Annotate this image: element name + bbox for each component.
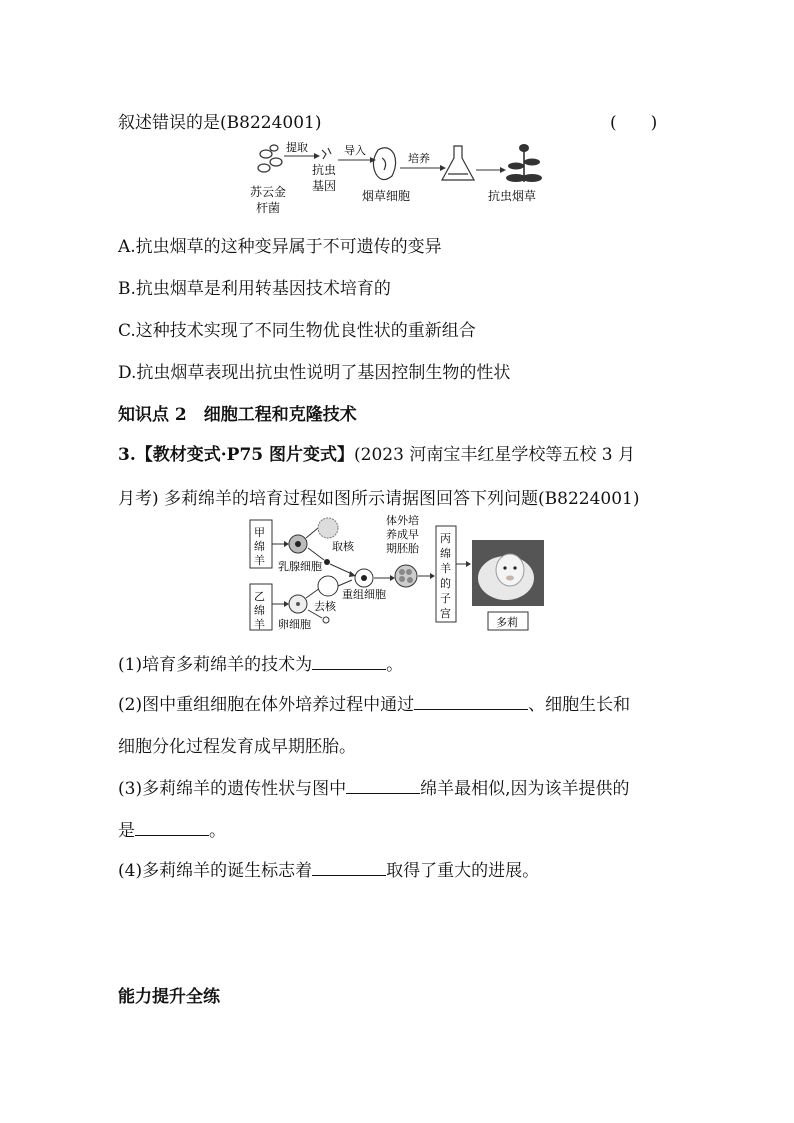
sheep-b-label-2: 绵 [254,604,265,617]
culture-label: 培养 [408,152,430,165]
q3-stem-line2: 月考) 多莉绵羊的培育过程如图所示请据图回答下列问题(B8224001) [118,489,640,509]
dotted-cell-icon [318,518,338,538]
sheep-a-label-3: 羊 [254,554,265,567]
q3-sub4-blank[interactable] [312,857,386,876]
q3-sub3-text: (3)多莉绵羊的遗传性状与图中 [118,779,347,799]
q3-sub3 [118,774,630,799]
dolly-sheep-photo [472,540,544,606]
remove-nucleus-label: 去核 [314,600,336,613]
q3-number: 3. [118,445,136,465]
sheep-c-label-2: 绵 [440,547,451,560]
q3-sub1-end: 。 [386,655,404,675]
q3-sub3-blank-2[interactable] [135,817,209,836]
culture-label-2: 养成早 [386,528,419,541]
q2-figure [248,138,548,220]
sheep-c-label-5: 子 [440,592,451,605]
sheep-a-label-2: 绵 [254,540,265,553]
introduce-label: 导入 [344,144,366,157]
q3-source: (2023 河南宝丰红星学校等五校 3 月 [354,445,635,465]
sheep-c-label-4: 的 [440,577,451,590]
flask-icon [442,146,474,180]
sheep-c-label-6: 宫 [440,607,451,620]
take-nucleus-label: 取核 [332,540,354,553]
q3-sub1-text: (1)培育多莉绵羊的技术为 [118,655,313,675]
tobacco-plant-icon [506,144,542,182]
q3-sub2-line2: 细胞分化过程发育成早期胚胎。 [118,737,356,757]
tobacco-cell-label: 烟草细胞 [362,189,411,203]
q3-sub1 [118,650,403,675]
q3-sub4-end: 取得了重大的进展。 [386,861,540,881]
q3-tag: 【教材变式·P75 图片变式】 [135,445,355,465]
sheep-b-label-1: 乙 [254,590,265,603]
q3-sub3-end: 。 [209,821,226,841]
bacteria-illustration [258,145,282,172]
q3-sub3-line2-text: 是 [118,821,135,841]
gene-fragment-icon [322,148,331,159]
embryo-icon [395,565,417,587]
nucleus-icon [324,559,330,565]
q2-stem: 叙述错误的是(B8224001) [118,113,322,133]
q2-answer-paren: ( ) [610,113,658,133]
q3-sub2-text: (2)图中重组细胞在体外培养过程中通过 [118,695,415,715]
q2-option-a: A.抗虫烟草的这种变异属于不可遗传的变异 [118,237,442,257]
section-title: 知识点 2 细胞工程和克隆技术 [118,405,357,425]
tobacco-cell-icon [373,148,395,180]
gene-label-1: 抗虫 [312,163,337,177]
extract-label: 提取 [286,141,308,154]
plant-label: 抗虫烟草 [488,189,537,203]
q3-sub3-mid: 绵羊最相似,因为该羊提供的 [420,779,630,799]
gene-label-2: 基因 [312,179,337,193]
egg-label: 卵细胞 [278,618,311,631]
bacteria-label-1: 苏云金 [250,185,287,199]
q3-sub4-text: (4)多莉绵羊的诞生标志着 [118,861,313,881]
q3-sub4 [118,856,539,881]
sheep-c-label-1: 丙 [440,532,451,545]
sheep-b-label-3: 羊 [254,618,265,631]
sheep-a-label-1: 甲 [254,526,265,539]
recombined-label: 重组细胞 [342,588,386,601]
q2-option-d: D.抗虫烟草表现出抗虫性说明了基因控制生物的性状 [118,363,511,383]
dolly-label: 多莉 [496,616,518,629]
q2-option-c: C.这种技术实现了不同生物优良性状的重新组合 [118,321,476,341]
q3-sub3-line2 [118,816,226,841]
sheep-c-label-3: 羊 [440,562,451,575]
q3-figure [248,514,548,632]
mammary-label: 乳腺细胞 [278,560,322,573]
q3-sub2 [118,690,630,715]
q3-sub3-blank-1[interactable] [346,775,420,794]
culture-label-1: 体外培 [386,514,419,527]
ability-section-title: 能力提升全练 [118,987,220,1007]
q2-option-b: B.抗虫烟草是利用转基因技术培育的 [118,279,391,299]
q3-sub1-blank[interactable] [312,651,386,670]
culture-label-3: 期胚胎 [386,542,419,555]
q3-sub2-blank[interactable] [414,691,528,710]
q3-stem-line1 [118,440,635,465]
bacteria-label-2: 杆菌 [256,201,281,215]
enucleated-egg-icon [318,576,338,596]
q3-sub2-end: 、细胞生长和 [528,695,631,715]
